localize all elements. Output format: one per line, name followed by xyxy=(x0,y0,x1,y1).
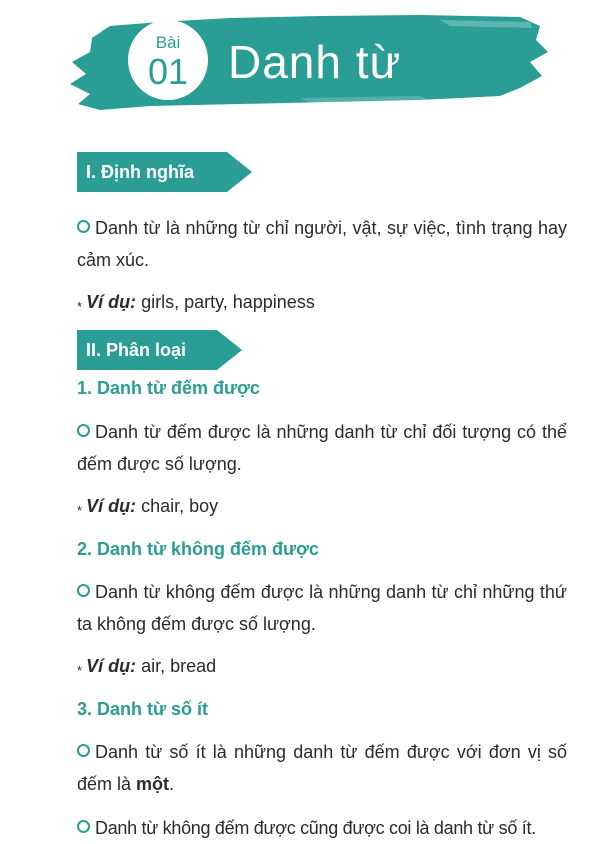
countable-definition-text: Danh từ đếm được là những danh từ chỉ đối tượng có thể đếm được số lượng. xyxy=(77,422,567,474)
singular-note-text: Danh từ không đếm được cũng được coi là danh từ số ít. xyxy=(95,818,536,838)
circle-bullet-icon xyxy=(77,744,90,757)
circle-bullet-icon xyxy=(77,820,90,833)
example-label: Ví dụ: xyxy=(86,496,137,516)
circle-bullet-icon xyxy=(77,584,90,597)
example-label: Ví dụ: xyxy=(86,292,137,312)
countable-definition xyxy=(77,416,567,480)
circle-bullet-icon xyxy=(77,424,90,437)
page-title: Danh từ xyxy=(228,36,402,88)
example-text: girls, party, happiness xyxy=(136,292,315,312)
asterisk-icon: * xyxy=(77,503,83,518)
section-heading-label: I. Định nghĩa xyxy=(86,162,194,182)
uncountable-definition xyxy=(77,576,567,640)
section-heading-label: II. Phân loại xyxy=(86,340,187,360)
example-text: chair, boy xyxy=(136,496,219,516)
asterisk-icon: * xyxy=(77,663,83,678)
singular-definition-end: . xyxy=(169,774,175,794)
singular-definition-text: Danh từ số ít là những danh từ đếm được với đơn vị số đếm là xyxy=(77,742,567,794)
subheading-singular: 3. Danh từ số ít xyxy=(77,699,209,719)
subheading-uncountable: 2. Danh từ không đếm được xyxy=(77,539,319,559)
lesson-word: Bài xyxy=(155,33,181,52)
singular-note xyxy=(77,812,567,844)
definition-text: Danh từ là những từ chỉ người, vật, sự việc, tình trạng hay cảm xúc. xyxy=(77,218,567,270)
lesson-badge xyxy=(128,20,208,100)
uncountable-example xyxy=(77,654,216,683)
example-line xyxy=(77,290,315,319)
section-heading-definition xyxy=(77,152,252,192)
countable-example xyxy=(77,494,218,523)
uncountable-definition-text: Danh từ không đếm được là những danh từ chỉ những thứ ta không đếm được số lượng. xyxy=(77,582,567,634)
singular-definition xyxy=(77,736,567,800)
lesson-number: 01 xyxy=(147,51,189,92)
singular-definition-bold: một xyxy=(136,774,170,794)
definition-paragraph xyxy=(77,212,567,276)
example-label: Ví dụ: xyxy=(86,656,137,676)
asterisk-icon: * xyxy=(77,299,83,314)
lesson-banner xyxy=(0,0,605,140)
subheading-countable: 1. Danh từ đếm được xyxy=(77,378,260,398)
circle-bullet-icon xyxy=(77,220,90,233)
section-heading-classification xyxy=(77,330,242,370)
example-text: air, bread xyxy=(136,656,217,676)
